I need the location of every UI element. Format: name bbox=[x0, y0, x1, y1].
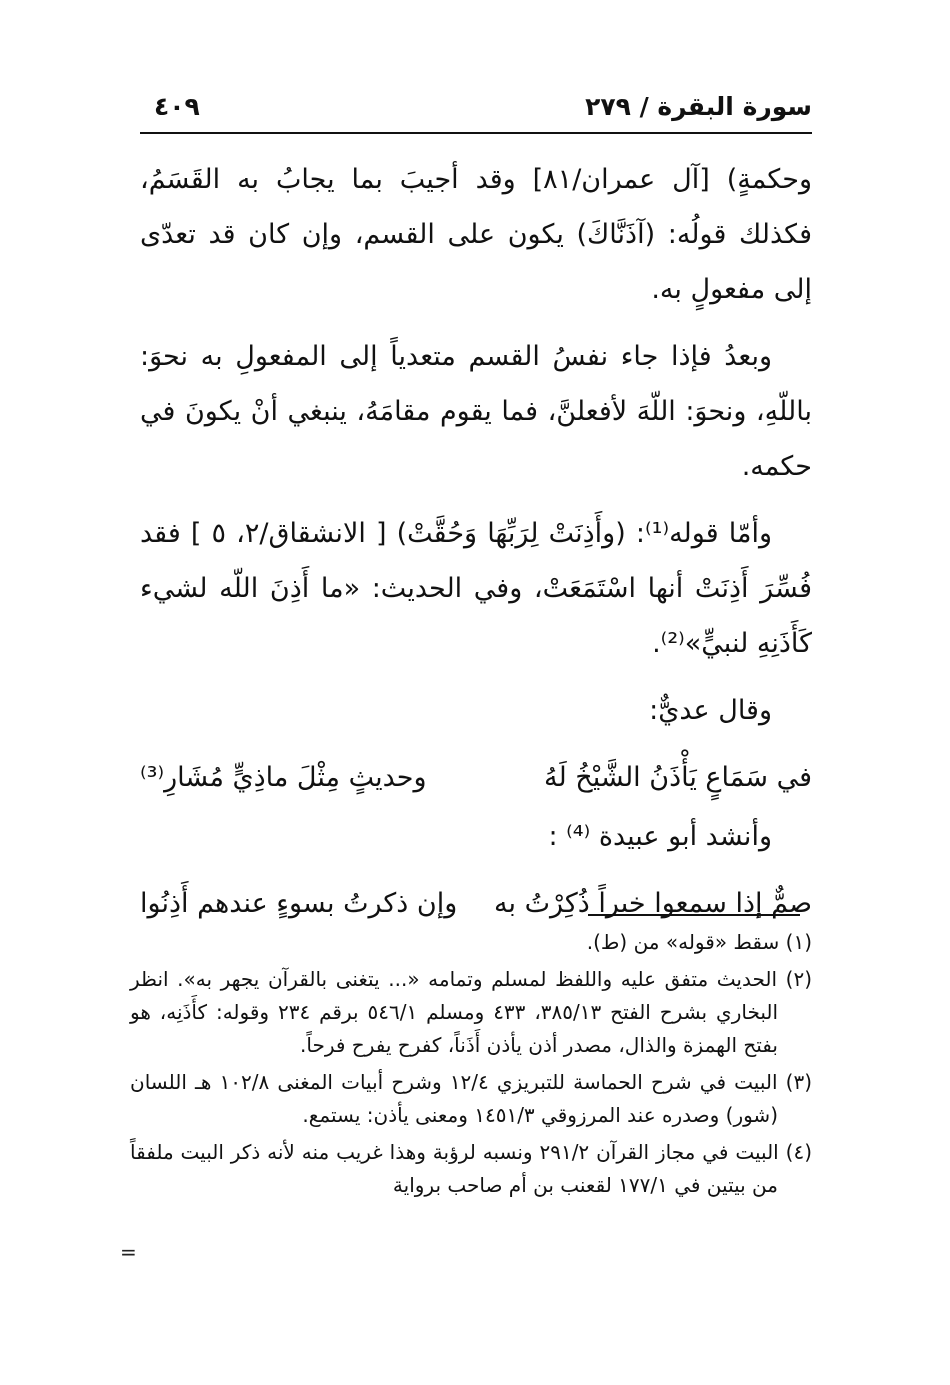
paragraph-2: وبعدُ فإذا جاء نفسُ القسم متعدياً إلى المفعولِ به نحوَ: باللّهِ، ونحوَ: اللّهَ لأفعلنَّ، فما يقوم مقامَهُ، ينبغي أنْ يكونَ في حكمه. bbox=[140, 341, 812, 482]
page-number: ٤٠٩ bbox=[154, 92, 200, 121]
verse-1-intro: وقال عديٌّ: bbox=[649, 695, 772, 726]
paragraph-1: وحكمةٍ) [آل عمران/٨١] وقد أجيبَ بما يجابُ به القَسَمُ، فكذلك قولُه: (آذَنَّاكَ) يكون على القسم، وإن كان قد تعدّى إلى مفعولٍ به. bbox=[140, 164, 812, 305]
paragraph-3: وأمّا قوله⁽¹⁾: (وأَذِنَتْ لِرَبِّهَا وَحُقَّتْ) [ الانشقاق/٢، ٥ ] فقد فُسِّرَ أَذِنَتْ أنها اسْتَمَعَتْ، وفي الحديث: «ما أَذِنَ اللّه لشيء كَأَذَنِهِ لنبيٍّ»⁽²⁾. bbox=[140, 518, 812, 659]
running-title: سورة البقرة / ٢٧٩ bbox=[585, 92, 812, 121]
footnote-1: (١) سقط «قوله» من (ط). bbox=[586, 930, 812, 954]
header-rule bbox=[140, 132, 812, 134]
verse-2-intro: وأنشد أبو عبيدة ⁽⁴⁾ : bbox=[548, 821, 772, 852]
verse-2 bbox=[140, 876, 812, 931]
footnote-2: (٢) الحديث متفق عليه واللفظ لمسلم وتمامه «... يتغنى بالقرآن يجهر به». انظر البخاري بشرح الفتح ٣٨٥/١٣، ٤٣٣ ومسلم ٥٤٦/١ برقم ٢٣٤ وقوله: كأَذَنِه، هو بفتح الهمزة والذال، مصدر أذن يأذن أَذَناً، كفرح يفرح فرحاً. bbox=[130, 967, 812, 1057]
footnotes bbox=[130, 926, 812, 1206]
verse-1-first-hemistich: في سَمَاعٍ يَأْذَنُ الشَّيْخُ لَهُ bbox=[544, 762, 812, 793]
page-header bbox=[140, 92, 812, 132]
footnote-4: (٤) البيت في مجاز القرآن ٢٩١/٢ ونسبه لرؤبة وهذا غريب منه لأنه ذكر البيت ملفقاً من بيتين في ١٧٧/١ لقعنب بن أم صاحب برواية bbox=[130, 1140, 812, 1197]
continuation-mark: = bbox=[120, 1240, 137, 1264]
verse-2-first-hemistich: صمٌّ إذا سمعوا خيراً ذُكِرْتُ به bbox=[494, 888, 812, 919]
footnote-3: (٣) البيت في شرح الحماسة للتبريزي ١٢/٤ وشرح أبيات المغنى ١٠٢/٨ هـ اللسان (شور) وصدره عند المرزوقي ١٤٥١/٣ ومعنى يأذن: يستمع. bbox=[130, 1070, 812, 1127]
footnote-rule bbox=[588, 914, 800, 916]
verse-2-second-hemistich: وإن ذكرتُ بسوءٍ عندهم أَذِنُوا bbox=[140, 888, 458, 919]
verse-1-second-hemistich: وحديثٍ مِثْلَ ماذِيٍّ مُشَارِ⁽³⁾ bbox=[140, 762, 427, 793]
verse-1 bbox=[140, 750, 812, 805]
main-text bbox=[140, 152, 812, 935]
